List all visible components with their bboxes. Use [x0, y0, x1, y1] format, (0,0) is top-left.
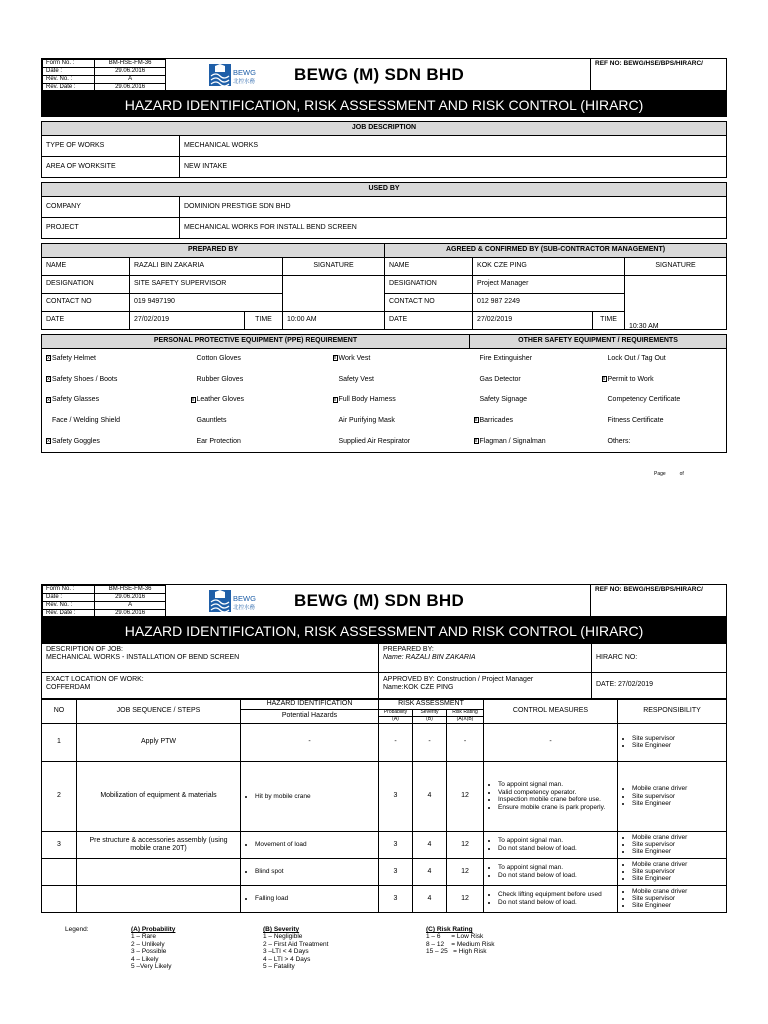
col-a: (A)	[379, 716, 413, 723]
prep-signature-box[interactable]	[283, 276, 385, 312]
legend-prob-item: 2 – Unlikely	[131, 940, 165, 948]
col-resp: RESPONSIBILITY	[618, 700, 727, 724]
severity-value: 4	[413, 761, 447, 831]
bewg-logo-icon	[208, 62, 268, 88]
prep-designation-label: DESIGNATION	[42, 276, 130, 294]
legend-prob-item: 5 –Very Likely	[131, 963, 172, 971]
ppe-item-label: Full Body Harness	[338, 396, 396, 404]
responsibility	[618, 831, 727, 858]
responsibility-item: • Site supervisor	[632, 868, 722, 875]
potential-hazard: -	[241, 723, 379, 761]
hirarc-date[interactable]: DATE: 27/02/2019	[592, 673, 727, 699]
ppe-item[interactable]	[187, 349, 329, 370]
area-label: AREA OF WORKSITE	[42, 157, 180, 178]
ppe-item-label: Safety Vest	[338, 375, 374, 383]
approved-label: APPROVED BY: Construction / Project Manager	[383, 676, 534, 683]
job-description-table	[41, 121, 727, 178]
agr-date-value[interactable]: 27/02/2019	[473, 312, 593, 330]
company-label: COMPANY	[42, 197, 180, 218]
col-axb: (A)X(B)	[447, 716, 484, 723]
hirarc-form-page-2	[41, 584, 727, 913]
ppe-item[interactable]	[598, 390, 727, 411]
severity-value: 4	[413, 858, 447, 885]
prepared-label: PREPARED BY:	[383, 646, 434, 653]
prep-date-value[interactable]: 27/02/2019	[130, 312, 245, 330]
prep-signature-label: SIGNATURE	[283, 258, 385, 276]
checkbox-icon[interactable]: x	[474, 437, 478, 444]
hirarc-no[interactable]: HIRARC NO:	[592, 644, 727, 673]
prep-time-label: TIME	[245, 312, 283, 330]
agr-designation-label: DESIGNATION	[385, 276, 473, 294]
responsibility-item: • Mobile crane driver	[632, 785, 722, 792]
responsibility	[618, 885, 727, 912]
control-item: • To appoint signal man.	[498, 837, 613, 844]
location-cell	[42, 673, 379, 699]
step-no	[42, 885, 77, 912]
ppe-row	[42, 411, 727, 432]
ppe-item-label: Cotton Gloves	[196, 355, 241, 363]
ppe-item[interactable]	[329, 411, 470, 432]
responsibility-item: • Mobile crane driver	[632, 834, 722, 841]
hirarc-details-table	[41, 643, 727, 699]
risk-rows	[42, 723, 727, 912]
legend-rr-item: 15 – 25 = High Risk	[426, 948, 487, 956]
legend-prob-item: 1 – Rare	[131, 933, 156, 941]
control-measures	[484, 885, 618, 912]
risk-rating-value: -	[447, 723, 484, 761]
checkbox-icon[interactable]: x	[191, 396, 195, 403]
legend-label: Legend:	[65, 926, 89, 933]
approved-cell	[379, 673, 592, 699]
ppe-header: PERSONAL PROTECTIVE EQUIPMENT (PPE) REQUIREMENT	[42, 335, 470, 349]
ppe-item-label: Safety Goggles	[52, 437, 100, 445]
col-prob: Probability	[379, 710, 413, 717]
legend-prob-title: (A) Probability	[131, 926, 176, 933]
prep-date-label: DATE	[42, 312, 130, 330]
probability-value: 3	[379, 885, 413, 912]
agr-time-value[interactable]: 10:30 AM	[629, 323, 659, 330]
ppe-item-label: Safety Glasses	[52, 396, 100, 404]
responsibility-item: • Site Engineer	[632, 742, 722, 749]
ppe-item-label: Leather Gloves	[196, 396, 244, 404]
control-item: • Do not stand below of load.	[498, 872, 613, 879]
ppe-item-label: Face / Welding Shield	[52, 417, 120, 425]
approved-name[interactable]: Name:KOK CZE PING	[383, 684, 454, 692]
col-rating: Risk Rating	[447, 710, 484, 717]
company-name: BEWG (M) SDN BHD	[294, 65, 465, 84]
control-item: • To appoint signal man.	[498, 781, 613, 788]
company-name: BEWG (M) SDN BHD	[294, 591, 465, 610]
ppe-item-label: Safety Shoes / Boots	[52, 375, 118, 383]
desc-label: DESCRIPTION OF JOB:	[46, 646, 124, 653]
responsibility-item: • Mobile crane driver	[632, 888, 722, 895]
potential-hazard	[241, 831, 379, 858]
col-control: CONTROL MEASURES	[484, 700, 618, 724]
form-field-value: BM-HSE-FM-36	[95, 586, 166, 594]
ppe-item-label: Barricades	[479, 417, 513, 425]
ppe-item-label: Air Purifying Mask	[338, 417, 395, 425]
ppe-row	[42, 432, 727, 453]
ppe-item-label: Lock Out / Tag Out	[607, 355, 666, 363]
legend-sev-item: 5 – Fatality	[263, 963, 295, 971]
probability-value: 3	[379, 831, 413, 858]
legend-prob-item: 3 – Possible	[131, 948, 167, 956]
legend-rr-item: 1 – 6 = Low Risk	[426, 933, 484, 941]
desc-value[interactable]: MECHANICAL WORKS - INSTALLATION OF BEND SCREEN	[46, 654, 240, 662]
legend-rr-title: (C) Risk Rating	[426, 926, 473, 933]
ppe-item-label: Gas Detector	[479, 375, 521, 383]
loc-value[interactable]: COFFERDAM	[46, 684, 91, 692]
ppe-item[interactable]	[187, 369, 329, 390]
agr-name-label: NAME	[385, 258, 473, 276]
type-of-works-value[interactable]: MECHANICAL WORKS	[180, 136, 727, 157]
step-no: 2	[42, 761, 77, 831]
ppe-table	[41, 334, 727, 453]
responsibility-item: • Site Engineer	[632, 875, 722, 882]
form-field-label: Rev. No. :	[43, 76, 95, 84]
control-item: • Check lifting equipment before used	[498, 891, 613, 898]
probability-value: 3	[379, 761, 413, 831]
ppe-row	[42, 369, 727, 390]
form-field-value: 29.06.2016	[95, 610, 166, 618]
form-field-value: A	[95, 76, 166, 84]
job-step	[77, 858, 241, 885]
ppe-row	[42, 349, 727, 370]
severity-value: 4	[413, 885, 447, 912]
hazard-item: • Blind spot	[255, 868, 374, 875]
col-risk: RISK ASSESSMENT	[379, 700, 484, 710]
form-field-value: BM-HSE-FM-36	[95, 60, 166, 68]
agr-contact-label: CONTACT NO	[385, 294, 473, 312]
used-by-header: USED BY	[42, 183, 727, 197]
risk-rating-value: 12	[447, 885, 484, 912]
job-step	[77, 885, 241, 912]
ppe-item-label: Rubber Gloves	[196, 375, 244, 383]
legend-severity	[263, 926, 328, 971]
form-title: HAZARD IDENTIFICATION, RISK ASSESSMENT AND RISK CONTROL (HIRARC)	[41, 617, 727, 643]
agr-contact-value[interactable]: 012 987 2249	[473, 294, 625, 312]
potential-hazard	[241, 858, 379, 885]
form-field-value: A	[95, 602, 166, 610]
ppe-items	[42, 349, 727, 453]
severity-value: 4	[413, 831, 447, 858]
ppe-item[interactable]	[42, 369, 187, 390]
ppe-item[interactable]	[470, 432, 598, 453]
ppe-item-label: Safety Signage	[479, 396, 527, 404]
form-header	[41, 58, 727, 91]
ppe-item[interactable]	[42, 411, 187, 432]
legend-risk-rating	[426, 926, 494, 956]
ppe-item-label: Safety Helmet	[52, 355, 96, 363]
prep-name-label: NAME	[42, 258, 130, 276]
col-hazard: HAZARD IDENTIFICATION	[241, 700, 379, 710]
job-description-cell	[42, 644, 379, 673]
prep-contact-value[interactable]: 019 9497190	[130, 294, 283, 312]
control-measures: -	[484, 723, 618, 761]
responsibility-item: • Site supervisor	[632, 735, 722, 742]
job-description-header: JOB DESCRIPTION	[42, 122, 727, 136]
agr-name-value[interactable]: KOK CZE PING	[473, 258, 625, 276]
page-label: Page	[654, 471, 666, 477]
ppe-row	[42, 390, 727, 411]
job-step: Apply PTW	[77, 723, 241, 761]
project-label: PROJECT	[42, 218, 180, 239]
control-item: • Ensure mobile crane is park properly.	[498, 804, 613, 811]
form-field-label: Rev. Date :	[43, 84, 95, 92]
control-item: • Do not stand below of load.	[498, 899, 613, 906]
col-b: (B)	[413, 716, 447, 723]
control-measures	[484, 761, 618, 831]
svg-text:北控水務: 北控水務	[233, 79, 256, 85]
svg-text:北控水務: 北控水務	[233, 605, 256, 611]
checkbox-icon[interactable]: x	[47, 375, 50, 382]
project-value[interactable]: MECHANICAL WORKS FOR INSTALL BEND SCREEN	[180, 218, 727, 239]
col-sev: Severity	[413, 710, 447, 717]
prep-contact-label: CONTACT NO	[42, 294, 130, 312]
responsibility-item: • Site Engineer	[632, 902, 722, 909]
form-field-value: 29.06.2016	[95, 84, 166, 92]
ppe-item-label: Supplied Air Respirator	[338, 437, 411, 445]
col-potential: Potential Hazards	[241, 710, 379, 724]
responsibility-item: • Site supervisor	[632, 841, 722, 848]
checkbox-icon[interactable]: x	[333, 396, 337, 403]
form-field-label: Form No. :	[43, 586, 95, 594]
probability-value: -	[379, 723, 413, 761]
ppe-item[interactable]	[598, 369, 727, 390]
severity-value: -	[413, 723, 447, 761]
responsibility-item: • Site supervisor	[632, 793, 722, 800]
form-field-label: Date :	[43, 594, 95, 602]
control-measures	[484, 858, 618, 885]
agr-designation-value[interactable]: Project Manager	[473, 276, 625, 294]
risk-assessment-table	[41, 699, 727, 913]
responsibility	[618, 858, 727, 885]
form-field-label: Rev. Date :	[43, 610, 95, 618]
ppe-item-label: Gauntlets	[196, 417, 227, 425]
control-item: • Valid competency operator.	[498, 789, 613, 796]
ppe-item[interactable]	[42, 390, 187, 411]
ppe-item-label: Others:	[607, 437, 631, 445]
control-item: • To appoint signal man.	[498, 864, 613, 871]
prepared-cell	[379, 644, 592, 673]
company-value[interactable]: DOMINION PRESTIGE SDN BHD	[180, 197, 727, 218]
ppe-item-label: Permit to Work	[607, 375, 654, 383]
control-item: • Inspection mobile crane before use.	[498, 796, 613, 803]
step-no	[42, 858, 77, 885]
ppe-item[interactable]	[598, 411, 727, 432]
job-step: Mobilization of equipment & materials	[77, 761, 241, 831]
form-field-value: 29.06.2016	[95, 68, 166, 76]
ppe-item[interactable]	[470, 390, 598, 411]
legend-sev-item: 2 – First Aid Treatment	[263, 940, 329, 948]
step-no: 3	[42, 831, 77, 858]
used-by-table	[41, 182, 727, 239]
ppe-item[interactable]	[598, 432, 727, 453]
form-info-box	[42, 585, 166, 618]
table-row	[42, 831, 727, 858]
potential-hazard	[241, 885, 379, 912]
responsibility	[618, 723, 727, 761]
form-title: HAZARD IDENTIFICATION, RISK ASSESSMENT AND RISK CONTROL (HIRARC)	[41, 91, 727, 117]
control-item: • Do not stand below of load.	[498, 845, 613, 852]
ppe-item[interactable]	[42, 349, 187, 370]
form-field-label: Rev. No. :	[43, 602, 95, 610]
checkbox-icon[interactable]: x	[47, 396, 50, 403]
ppe-item[interactable]	[329, 432, 470, 453]
legend-sev-item: 3 –LTI < 4 Days	[263, 948, 309, 956]
legend-rr-item: 8 – 12 = Medium Risk	[426, 940, 495, 948]
legend-sev-item: 4 – LTI > 4 Days	[263, 955, 311, 963]
prep-time-value[interactable]: 10:00 AM	[283, 312, 385, 330]
checkbox-icon[interactable]: x	[47, 355, 50, 362]
ppe-item[interactable]	[470, 411, 598, 432]
loc-label: EXACT LOCATION OF WORK:	[46, 676, 144, 683]
page-number	[654, 471, 684, 477]
ref-no: REF NO: BEWG/HSE/BPS/HIRARC/	[590, 59, 728, 91]
agreed-header: AGREED & CONFIRMED BY (SUB-CONTRACTOR MANAGEMENT)	[385, 244, 727, 258]
prep-designation-value[interactable]: SITE SAFETY SUPERVISOR	[130, 276, 283, 294]
table-row	[42, 723, 727, 761]
step-no: 1	[42, 723, 77, 761]
ppe-item[interactable]	[329, 390, 470, 411]
svg-text:BEWG: BEWG	[233, 68, 256, 77]
svg-text:BEWG: BEWG	[233, 594, 256, 603]
hazard-item: • Hit by mobile crane	[255, 793, 374, 800]
ppe-item[interactable]	[329, 369, 470, 390]
table-row	[42, 761, 727, 831]
risk-rating-value: 12	[447, 761, 484, 831]
agr-date-label: DATE	[385, 312, 473, 330]
ppe-item[interactable]	[42, 432, 187, 453]
checkbox-icon[interactable]: x	[47, 437, 50, 444]
hazard-item: • Movement of load	[255, 841, 374, 848]
prep-name-value[interactable]: RAZALI BIN ZAKARIA	[130, 258, 283, 276]
other-equipment-header: OTHER SAFETY EQUIPMENT / REQUIREMENTS	[470, 335, 727, 349]
responsibility-item: • Mobile crane driver	[632, 861, 722, 868]
ppe-item-label: Flagman / Signalman	[479, 437, 546, 445]
probability-value: 3	[379, 858, 413, 885]
legend-sev-title: (B) Severity	[263, 926, 300, 933]
type-of-works-label: TYPE OF WORKS	[42, 136, 180, 157]
responsibility-item: • Site Engineer	[632, 800, 722, 807]
ppe-item[interactable]	[470, 369, 598, 390]
legend-sev-item: 1 – Negligible	[263, 933, 303, 941]
risk-rating-value: 12	[447, 831, 484, 858]
agr-signature-label: SIGNATURE	[625, 258, 727, 276]
ppe-item[interactable]	[470, 349, 598, 370]
control-measures	[484, 831, 618, 858]
ppe-item[interactable]	[329, 349, 470, 370]
prepared-name[interactable]: Name: RAZALI BIN ZAKARIA	[383, 654, 476, 662]
ppe-item-label: Fire Extinguisher	[479, 355, 533, 363]
ppe-item-label: Fitness Certificate	[607, 417, 664, 425]
ppe-item[interactable]	[187, 411, 329, 432]
bewg-logo-icon	[208, 588, 268, 614]
prepared-by-header: PREPARED BY	[42, 244, 385, 258]
ref-no: REF NO: BEWG/HSE/BPS/HIRARC/	[590, 585, 728, 617]
agr-time-label: TIME	[593, 312, 625, 330]
checkbox-icon[interactable]: x	[602, 375, 606, 382]
ppe-item-label: Work Vest	[338, 355, 371, 363]
risk-rating-value: 12	[447, 858, 484, 885]
ppe-item[interactable]	[187, 432, 329, 453]
responsibility	[618, 761, 727, 831]
ppe-item[interactable]	[598, 349, 727, 370]
form-field-label: Form No. :	[43, 60, 95, 68]
table-row	[42, 858, 727, 885]
checkbox-icon[interactable]: x	[474, 417, 478, 424]
ppe-item-label: Ear Protection	[196, 437, 241, 445]
checkbox-icon[interactable]: x	[333, 355, 337, 362]
ppe-item-label: Competency Certificate	[607, 396, 681, 404]
prepared-agreed-table	[41, 243, 727, 330]
area-value[interactable]: NEW INTAKE	[180, 157, 727, 178]
job-step: Pre structure & accessories assembly (using mobile crane 20T)	[77, 831, 241, 858]
hazard-item: • Falling load	[255, 895, 374, 902]
agr-signature-box[interactable]	[625, 276, 727, 330]
form-field-label: Date :	[43, 68, 95, 76]
col-no: NO	[42, 700, 77, 724]
legend-prob-item: 4 – Likely	[131, 955, 159, 963]
responsibility-item: • Site Engineer	[632, 848, 722, 855]
potential-hazard	[241, 761, 379, 831]
form-info-box	[42, 59, 166, 92]
table-row	[42, 885, 727, 912]
ppe-item[interactable]	[187, 390, 329, 411]
form-header	[41, 584, 727, 617]
col-job: JOB SEQUENCE / STEPS	[77, 700, 241, 724]
hirarc-form-page-1	[41, 58, 727, 477]
legend-probability	[131, 926, 175, 971]
of-label: of	[679, 471, 684, 477]
responsibility-item: • Site supervisor	[632, 895, 722, 902]
form-field-value: 29.06.2016	[95, 594, 166, 602]
